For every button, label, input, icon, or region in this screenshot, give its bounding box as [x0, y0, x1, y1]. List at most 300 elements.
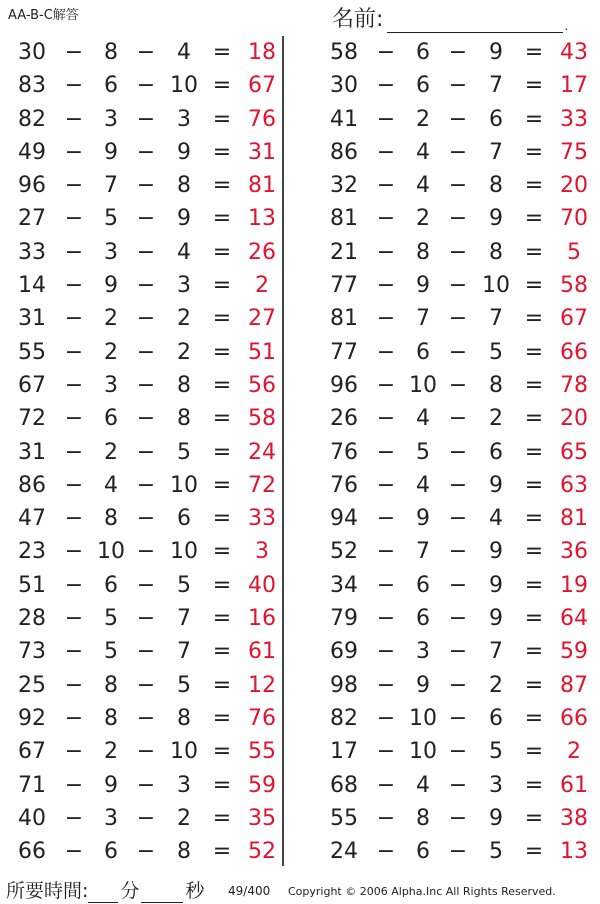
minus-sign: − — [136, 239, 156, 265]
operand-c: 7 — [177, 606, 191, 632]
problem-row — [0, 69, 288, 102]
operand-a: 81 — [330, 306, 358, 332]
equals-sign: = — [212, 406, 232, 432]
operand-c: 5 — [177, 439, 191, 465]
minus-sign: − — [64, 173, 84, 199]
operand-a: 34 — [330, 572, 358, 598]
operand-a: 58 — [330, 40, 358, 65]
problem-row — [312, 302, 600, 335]
minus-sign: − — [376, 73, 396, 99]
answer: 20 — [560, 406, 588, 432]
answer: 63 — [560, 472, 588, 498]
operand-a: 83 — [18, 73, 46, 99]
operand-b: 2 — [416, 106, 430, 132]
equals-sign: = — [524, 306, 544, 332]
operand-a: 27 — [18, 206, 46, 232]
minus-sign: − — [64, 206, 84, 232]
minus-sign: − — [64, 73, 84, 99]
operand-a: 55 — [18, 339, 46, 365]
operand-c: 9 — [489, 539, 503, 565]
operand-a: 33 — [18, 239, 46, 265]
minus-sign: − — [64, 40, 84, 65]
operand-c: 4 — [177, 239, 191, 265]
operand-c: 4 — [489, 506, 503, 532]
problem-row — [312, 36, 600, 69]
minus-sign: − — [376, 139, 396, 165]
operand-b: 3 — [104, 372, 118, 398]
operand-c: 3 — [177, 273, 191, 299]
minus-sign: − — [136, 572, 156, 598]
problem-row — [312, 402, 600, 435]
operand-b: 4 — [416, 772, 430, 798]
equals-sign: = — [524, 639, 544, 665]
equals-sign: = — [212, 306, 232, 332]
problem-row — [312, 202, 600, 235]
equals-sign: = — [212, 705, 232, 731]
operand-b: 10 — [409, 372, 437, 398]
minus-sign: − — [136, 139, 156, 165]
answer: 2 — [567, 739, 581, 765]
equals-sign: = — [212, 739, 232, 765]
operand-a: 71 — [18, 772, 46, 798]
operand-a: 55 — [330, 805, 358, 831]
answer: 70 — [560, 206, 588, 232]
operand-c: 6 — [489, 106, 503, 132]
equals-sign: = — [524, 739, 544, 765]
operand-c: 7 — [489, 306, 503, 332]
minus-sign: − — [64, 439, 84, 465]
operand-a: 32 — [330, 173, 358, 199]
operand-c: 5 — [489, 339, 503, 365]
operand-b: 6 — [416, 339, 430, 365]
minus-sign: − — [136, 606, 156, 632]
answer: 78 — [560, 372, 588, 398]
left-problem-column — [0, 36, 288, 868]
problem-row — [0, 835, 288, 868]
equals-sign: = — [524, 805, 544, 831]
answer: 81 — [560, 506, 588, 532]
equals-sign: = — [212, 139, 232, 165]
minus-sign: − — [448, 639, 468, 665]
problem-row — [0, 602, 288, 635]
answer: 12 — [248, 672, 276, 698]
answer: 61 — [248, 639, 276, 665]
equals-sign: = — [212, 572, 232, 598]
operand-b: 6 — [104, 839, 118, 865]
minus-sign: − — [448, 306, 468, 332]
operand-a: 25 — [18, 672, 46, 698]
answer: 65 — [560, 439, 588, 465]
operand-a: 68 — [330, 772, 358, 798]
operand-b: 4 — [416, 139, 430, 165]
minus-sign: − — [64, 639, 84, 665]
operand-c: 10 — [170, 472, 198, 498]
problem-row — [312, 535, 600, 568]
name-field — [332, 2, 568, 33]
answer: 13 — [560, 839, 588, 865]
operand-b: 6 — [104, 572, 118, 598]
operand-b: 6 — [416, 572, 430, 598]
equals-sign: = — [212, 339, 232, 365]
problem-row — [312, 769, 600, 802]
equals-sign: = — [524, 705, 544, 731]
operand-a: 23 — [18, 539, 46, 565]
minus-sign: − — [448, 472, 468, 498]
minus-sign: − — [136, 472, 156, 498]
answer: 40 — [248, 572, 276, 598]
name-blank-line — [387, 12, 563, 33]
operand-a: 49 — [18, 139, 46, 165]
seconds-blank — [141, 884, 183, 903]
operand-b: 7 — [416, 539, 430, 565]
answer: 75 — [560, 139, 588, 165]
page-number: 49/400 — [228, 884, 271, 898]
problem-row — [312, 169, 600, 202]
operand-b: 7 — [416, 306, 430, 332]
minus-sign: − — [64, 506, 84, 532]
operand-c: 10 — [170, 539, 198, 565]
minus-sign: − — [448, 572, 468, 598]
problem-row — [312, 136, 600, 169]
minus-sign: − — [376, 406, 396, 432]
minus-sign: − — [448, 339, 468, 365]
operand-a: 98 — [330, 672, 358, 698]
minus-sign: − — [448, 239, 468, 265]
operand-a: 77 — [330, 273, 358, 299]
answer: 76 — [248, 705, 276, 731]
minus-sign: − — [376, 805, 396, 831]
answer: 33 — [560, 106, 588, 132]
minus-sign: − — [376, 606, 396, 632]
operand-a: 67 — [18, 372, 46, 398]
answer: 76 — [248, 106, 276, 132]
operand-c: 10 — [482, 273, 510, 299]
equals-sign: = — [212, 372, 232, 398]
problem-row — [312, 569, 600, 602]
minutes-unit: 分 — [120, 880, 140, 902]
operand-b: 6 — [416, 839, 430, 865]
minus-sign: − — [64, 772, 84, 798]
operand-c: 5 — [177, 672, 191, 698]
operand-c: 9 — [177, 206, 191, 232]
operand-a: 81 — [330, 206, 358, 232]
operand-a: 86 — [330, 139, 358, 165]
operand-b: 8 — [104, 40, 118, 65]
answer: 87 — [560, 672, 588, 698]
operand-a: 86 — [18, 472, 46, 498]
operand-b: 9 — [416, 273, 430, 299]
equals-sign: = — [524, 40, 544, 65]
operand-c: 9 — [177, 139, 191, 165]
worksheet-title: AA-B-C解答 — [8, 8, 79, 23]
answer: 43 — [560, 40, 588, 65]
answer: 59 — [560, 639, 588, 665]
operand-b: 5 — [104, 639, 118, 665]
equals-sign: = — [524, 339, 544, 365]
operand-c: 8 — [489, 239, 503, 265]
problem-row — [0, 302, 288, 335]
problem-row — [0, 735, 288, 768]
operand-b: 9 — [416, 506, 430, 532]
minus-sign: − — [136, 40, 156, 65]
minus-sign: − — [136, 772, 156, 798]
operand-c: 3 — [177, 106, 191, 132]
operand-c: 6 — [489, 705, 503, 731]
operand-a: 28 — [18, 606, 46, 632]
answer: 64 — [560, 606, 588, 632]
equals-sign: = — [212, 772, 232, 798]
operand-a: 17 — [330, 739, 358, 765]
equals-sign: = — [212, 273, 232, 299]
minus-sign: − — [448, 839, 468, 865]
operand-b: 3 — [104, 239, 118, 265]
equals-sign: = — [524, 539, 544, 565]
equals-sign: = — [524, 239, 544, 265]
operand-a: 96 — [18, 173, 46, 199]
minus-sign: − — [376, 306, 396, 332]
operand-b: 9 — [104, 139, 118, 165]
minus-sign: − — [136, 839, 156, 865]
operand-c: 8 — [177, 705, 191, 731]
operand-a: 30 — [330, 73, 358, 99]
operand-a: 73 — [18, 639, 46, 665]
minus-sign: − — [136, 672, 156, 698]
minus-sign: − — [448, 739, 468, 765]
problem-row — [0, 136, 288, 169]
operand-c: 9 — [489, 206, 503, 232]
minus-sign: − — [376, 672, 396, 698]
minus-sign: − — [376, 206, 396, 232]
answer: 55 — [248, 739, 276, 765]
minus-sign: − — [448, 772, 468, 798]
answer: 38 — [560, 805, 588, 831]
minus-sign: − — [64, 539, 84, 565]
equals-sign: = — [212, 672, 232, 698]
minus-sign: − — [64, 705, 84, 731]
answer: 16 — [248, 606, 276, 632]
minus-sign: − — [376, 239, 396, 265]
operand-b: 2 — [104, 339, 118, 365]
operand-a: 82 — [18, 106, 46, 132]
answer: 13 — [248, 206, 276, 232]
operand-a: 21 — [330, 239, 358, 265]
operand-b: 8 — [416, 239, 430, 265]
problem-row — [0, 103, 288, 136]
minus-sign: − — [376, 273, 396, 299]
operand-c: 4 — [177, 40, 191, 65]
problem-row — [312, 702, 600, 735]
problem-row — [0, 369, 288, 402]
operand-c: 7 — [489, 139, 503, 165]
operand-b: 3 — [416, 639, 430, 665]
problem-row — [0, 635, 288, 668]
problem-row — [0, 202, 288, 235]
operand-c: 2 — [177, 306, 191, 332]
operand-a: 14 — [18, 273, 46, 299]
seconds-unit: 秒 — [185, 880, 205, 902]
problem-row — [312, 802, 600, 835]
operand-b: 9 — [416, 672, 430, 698]
minus-sign: − — [376, 106, 396, 132]
problem-row — [0, 36, 288, 69]
time-taken-field — [6, 876, 206, 903]
operand-b: 6 — [416, 40, 430, 65]
minus-sign: − — [136, 705, 156, 731]
operand-a: 24 — [330, 839, 358, 865]
operand-b: 6 — [104, 406, 118, 432]
minus-sign: − — [448, 539, 468, 565]
operand-a: 82 — [330, 705, 358, 731]
operand-c: 2 — [489, 406, 503, 432]
problem-row — [0, 436, 288, 469]
minus-sign: − — [64, 839, 84, 865]
problem-row — [312, 336, 600, 369]
problem-row — [0, 269, 288, 302]
equals-sign: = — [212, 239, 232, 265]
time-label: 所要時間: — [6, 880, 89, 902]
operand-a: 51 — [18, 572, 46, 598]
minus-sign: − — [64, 372, 84, 398]
operand-b: 2 — [104, 439, 118, 465]
equals-sign: = — [212, 839, 232, 865]
equals-sign: = — [524, 73, 544, 99]
problem-row — [312, 369, 600, 402]
minus-sign: − — [376, 639, 396, 665]
operand-c: 6 — [489, 439, 503, 465]
operand-b: 8 — [416, 805, 430, 831]
minus-sign: − — [136, 506, 156, 532]
minus-sign: − — [136, 805, 156, 831]
minus-sign: − — [448, 106, 468, 132]
equals-sign: = — [212, 639, 232, 665]
operand-b: 4 — [416, 173, 430, 199]
equals-sign: = — [524, 372, 544, 398]
operand-a: 79 — [330, 606, 358, 632]
operand-b: 10 — [97, 539, 125, 565]
operand-b: 9 — [104, 273, 118, 299]
minus-sign: − — [136, 406, 156, 432]
minus-sign: − — [376, 506, 396, 532]
minus-sign: − — [448, 672, 468, 698]
operand-b: 5 — [104, 206, 118, 232]
minus-sign: − — [64, 239, 84, 265]
minus-sign: − — [448, 206, 468, 232]
minus-sign: − — [136, 639, 156, 665]
answer: 35 — [248, 805, 276, 831]
minus-sign: − — [376, 439, 396, 465]
equals-sign: = — [524, 572, 544, 598]
minus-sign: − — [136, 539, 156, 565]
operand-c: 9 — [489, 805, 503, 831]
minus-sign: − — [136, 273, 156, 299]
answer: 52 — [248, 839, 276, 865]
minus-sign: − — [448, 273, 468, 299]
operand-b: 8 — [104, 672, 118, 698]
operand-a: 76 — [330, 439, 358, 465]
answer: 56 — [248, 372, 276, 398]
answer: 2 — [255, 273, 269, 299]
problem-row — [0, 169, 288, 202]
problem-row — [312, 502, 600, 535]
operand-c: 8 — [177, 372, 191, 398]
operand-b: 8 — [104, 705, 118, 731]
operand-c: 3 — [489, 772, 503, 798]
answer: 67 — [248, 73, 276, 99]
answer: 19 — [560, 572, 588, 598]
operand-c: 8 — [489, 173, 503, 199]
equals-sign: = — [212, 206, 232, 232]
answer: 66 — [560, 339, 588, 365]
operand-c: 7 — [489, 73, 503, 99]
minus-sign: − — [376, 472, 396, 498]
operand-a: 47 — [18, 506, 46, 532]
answer: 5 — [567, 239, 581, 265]
operand-a: 30 — [18, 40, 46, 65]
operand-a: 96 — [330, 372, 358, 398]
minus-sign: − — [64, 406, 84, 432]
answer: 18 — [248, 40, 276, 65]
answer: 58 — [560, 273, 588, 299]
minus-sign: − — [376, 173, 396, 199]
answer: 72 — [248, 472, 276, 498]
equals-sign: = — [524, 439, 544, 465]
problem-row — [312, 635, 600, 668]
minus-sign: − — [136, 106, 156, 132]
operand-b: 3 — [104, 805, 118, 831]
answer: 31 — [248, 139, 276, 165]
minus-sign: − — [64, 472, 84, 498]
minus-sign: − — [376, 772, 396, 798]
minus-sign: − — [448, 606, 468, 632]
minus-sign: − — [136, 372, 156, 398]
operand-b: 9 — [104, 772, 118, 798]
answer: 24 — [248, 439, 276, 465]
right-problem-column — [312, 36, 600, 868]
problem-row — [0, 702, 288, 735]
minus-sign: − — [448, 705, 468, 731]
minus-sign: − — [376, 739, 396, 765]
problem-row — [312, 269, 600, 302]
operand-c: 5 — [489, 739, 503, 765]
operand-c: 8 — [177, 839, 191, 865]
problem-row — [0, 402, 288, 435]
operand-c: 2 — [177, 339, 191, 365]
minus-sign: − — [376, 40, 396, 65]
operand-b: 10 — [409, 739, 437, 765]
problem-row — [312, 103, 600, 136]
operand-a: 40 — [18, 805, 46, 831]
minus-sign: − — [376, 705, 396, 731]
operand-b: 10 — [409, 705, 437, 731]
minus-sign: − — [448, 805, 468, 831]
operand-c: 5 — [177, 572, 191, 598]
operand-c: 10 — [170, 73, 198, 99]
answer: 59 — [248, 772, 276, 798]
operand-a: 94 — [330, 506, 358, 532]
operand-b: 5 — [416, 439, 430, 465]
operand-b: 4 — [416, 406, 430, 432]
minus-sign: − — [448, 173, 468, 199]
equals-sign: = — [212, 173, 232, 199]
operand-a: 52 — [330, 539, 358, 565]
operand-c: 2 — [489, 672, 503, 698]
operand-c: 7 — [489, 639, 503, 665]
operand-b: 2 — [416, 206, 430, 232]
operand-b: 4 — [416, 472, 430, 498]
equals-sign: = — [212, 606, 232, 632]
equals-sign: = — [524, 772, 544, 798]
problem-row — [0, 502, 288, 535]
